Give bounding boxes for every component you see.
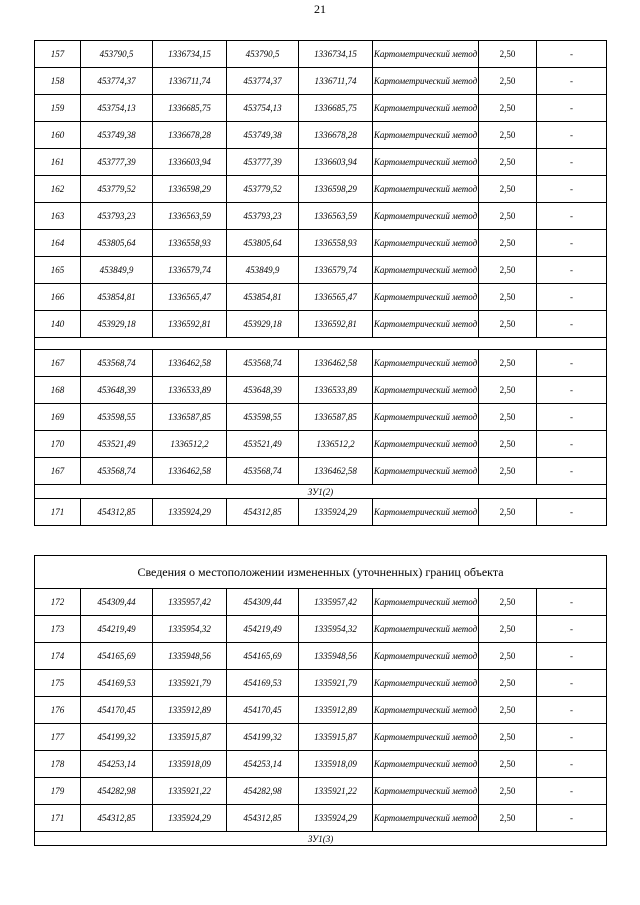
y-new: 1335954,32: [299, 616, 373, 643]
x-old: 454199,32: [81, 724, 153, 751]
accuracy: 2,50: [479, 643, 537, 670]
y-new: 1336587,85: [299, 404, 373, 431]
x-new: 453521,49: [227, 431, 299, 458]
y-new: 1336462,58: [299, 458, 373, 485]
y-old: 1335915,87: [153, 724, 227, 751]
y-new: 1336678,28: [299, 122, 373, 149]
table-row: [35, 350, 607, 377]
description: -: [537, 41, 607, 68]
x-old: 453790,5: [81, 41, 153, 68]
x-new: 453777,39: [227, 149, 299, 176]
y-old: 1336563,59: [153, 203, 227, 230]
description: -: [537, 68, 607, 95]
method: Картометрический метод: [373, 68, 479, 95]
method: Картометрический метод: [373, 751, 479, 778]
method: Картометрический метод: [373, 404, 479, 431]
x-new: 454169,53: [227, 670, 299, 697]
y-new: 1335915,87: [299, 724, 373, 751]
method: Картометрический метод: [373, 616, 479, 643]
table2-rows: [35, 589, 607, 832]
y-old: 1336711,74: [153, 68, 227, 95]
accuracy: 2,50: [479, 404, 537, 431]
point-number: 175: [35, 670, 81, 697]
y-old: 1336734,15: [153, 41, 227, 68]
table-row: [35, 284, 607, 311]
y-new: 1336598,29: [299, 176, 373, 203]
method: Картометрический метод: [373, 724, 479, 751]
accuracy: 2,50: [479, 311, 537, 338]
description: -: [537, 697, 607, 724]
description: -: [537, 176, 607, 203]
point-number: 158: [35, 68, 81, 95]
table1-separator: [35, 338, 607, 350]
x-new: 453598,55: [227, 404, 299, 431]
x-new: 453849,9: [227, 257, 299, 284]
y-old: 1336462,58: [153, 458, 227, 485]
x-new: 454282,98: [227, 778, 299, 805]
page-number: 21: [314, 2, 326, 16]
x-new: 453805,64: [227, 230, 299, 257]
point-number: 172: [35, 589, 81, 616]
x-old: 454309,44: [81, 589, 153, 616]
x-new: 454309,44: [227, 589, 299, 616]
table-row: [35, 230, 607, 257]
x-new: 454253,14: [227, 751, 299, 778]
table1-group3: [35, 499, 607, 526]
table-row: [35, 176, 607, 203]
table1-group2: [35, 350, 607, 485]
y-new: 1336603,94: [299, 149, 373, 176]
method: Картометрический метод: [373, 203, 479, 230]
description: -: [537, 404, 607, 431]
method: Картометрический метод: [373, 350, 479, 377]
accuracy: 2,50: [479, 203, 537, 230]
x-old: 454312,85: [81, 805, 153, 832]
method: Картометрический метод: [373, 122, 479, 149]
accuracy: 2,50: [479, 697, 537, 724]
point-number: 173: [35, 616, 81, 643]
section-label: ЗУ1(2): [35, 485, 607, 499]
table-row: [35, 458, 607, 485]
point-number: 162: [35, 176, 81, 203]
table1-group1: [35, 41, 607, 338]
description: -: [537, 350, 607, 377]
y-new: 1336565,47: [299, 284, 373, 311]
description: -: [537, 149, 607, 176]
table-row: [35, 311, 607, 338]
x-new: 454170,45: [227, 697, 299, 724]
point-number: 164: [35, 230, 81, 257]
y-old: 1336533,89: [153, 377, 227, 404]
accuracy: 2,50: [479, 95, 537, 122]
table-row: [35, 149, 607, 176]
table-row: [35, 499, 607, 526]
table1-section: [35, 485, 607, 499]
point-number: 168: [35, 377, 81, 404]
y-new: 1335921,79: [299, 670, 373, 697]
method: Картометрический метод: [373, 805, 479, 832]
y-new: 1336734,15: [299, 41, 373, 68]
description: -: [537, 670, 607, 697]
table-row: [35, 724, 607, 751]
x-old: 453598,55: [81, 404, 153, 431]
description: -: [537, 284, 607, 311]
point-number: 159: [35, 95, 81, 122]
accuracy: 2,50: [479, 230, 537, 257]
table-row: [35, 431, 607, 458]
y-new: 1336592,81: [299, 311, 373, 338]
x-old: 453854,81: [81, 284, 153, 311]
section-label: ЗУ1(3): [35, 832, 607, 846]
table-row: [35, 377, 607, 404]
accuracy: 2,50: [479, 176, 537, 203]
description: -: [537, 724, 607, 751]
description: -: [537, 805, 607, 832]
method: Картометрический метод: [373, 377, 479, 404]
table-row: [35, 589, 607, 616]
description: -: [537, 122, 607, 149]
y-new: 1336512,2: [299, 431, 373, 458]
x-old: 454165,69: [81, 643, 153, 670]
description: -: [537, 589, 607, 616]
table2-title: Сведения о местоположении измененных (уточненных) границ объекта: [35, 556, 607, 589]
y-new: 1336579,74: [299, 257, 373, 284]
y-new: 1336533,89: [299, 377, 373, 404]
method: Картометрический метод: [373, 149, 479, 176]
x-old: 453779,52: [81, 176, 153, 203]
y-old: 1336512,2: [153, 431, 227, 458]
method: Картометрический метод: [373, 41, 479, 68]
x-old: 453568,74: [81, 458, 153, 485]
y-old: 1335957,42: [153, 589, 227, 616]
accuracy: 2,50: [479, 41, 537, 68]
method: Картометрический метод: [373, 257, 479, 284]
coordinates-table-1: [34, 40, 607, 526]
y-new: 1336558,93: [299, 230, 373, 257]
accuracy: 2,50: [479, 670, 537, 697]
x-new: 454165,69: [227, 643, 299, 670]
method: Картометрический метод: [373, 284, 479, 311]
y-old: 1335924,29: [153, 499, 227, 526]
y-new: 1336685,75: [299, 95, 373, 122]
y-old: 1336592,81: [153, 311, 227, 338]
table-row: [35, 41, 607, 68]
x-old: 453749,38: [81, 122, 153, 149]
description: -: [537, 377, 607, 404]
accuracy: 2,50: [479, 257, 537, 284]
y-old: 1336462,58: [153, 350, 227, 377]
description: -: [537, 778, 607, 805]
point-number: 171: [35, 499, 81, 526]
x-old: 454253,14: [81, 751, 153, 778]
table-row: [35, 95, 607, 122]
accuracy: 2,50: [479, 431, 537, 458]
x-old: 453849,9: [81, 257, 153, 284]
x-old: 453568,74: [81, 350, 153, 377]
point-number: 166: [35, 284, 81, 311]
accuracy: 2,50: [479, 805, 537, 832]
y-new: 1336711,74: [299, 68, 373, 95]
x-old: 454169,53: [81, 670, 153, 697]
y-old: 1335954,32: [153, 616, 227, 643]
method: Картометрический метод: [373, 431, 479, 458]
y-old: 1335918,09: [153, 751, 227, 778]
x-new: 453648,39: [227, 377, 299, 404]
table-row: [35, 805, 607, 832]
y-old: 1335921,22: [153, 778, 227, 805]
y-new: 1336462,58: [299, 350, 373, 377]
point-number: 140: [35, 311, 81, 338]
description: -: [537, 311, 607, 338]
y-old: 1336579,74: [153, 257, 227, 284]
point-number: 176: [35, 697, 81, 724]
description: -: [537, 203, 607, 230]
y-new: 1335924,29: [299, 805, 373, 832]
point-number: 165: [35, 257, 81, 284]
point-number: 171: [35, 805, 81, 832]
y-old: 1336598,29: [153, 176, 227, 203]
accuracy: 2,50: [479, 350, 537, 377]
method: Картометрический метод: [373, 311, 479, 338]
description: -: [537, 643, 607, 670]
y-new: 1335957,42: [299, 589, 373, 616]
accuracy: 2,50: [479, 616, 537, 643]
method: Картометрический метод: [373, 778, 479, 805]
table-row: [35, 778, 607, 805]
accuracy: 2,50: [479, 499, 537, 526]
point-number: 179: [35, 778, 81, 805]
table-row: [35, 643, 607, 670]
accuracy: 2,50: [479, 122, 537, 149]
x-new: 453568,74: [227, 350, 299, 377]
method: Картометрический метод: [373, 95, 479, 122]
point-number: 157: [35, 41, 81, 68]
accuracy: 2,50: [479, 377, 537, 404]
x-new: 453854,81: [227, 284, 299, 311]
x-new: 453793,23: [227, 203, 299, 230]
x-new: 454219,49: [227, 616, 299, 643]
table-row: [35, 404, 607, 431]
point-number: 167: [35, 350, 81, 377]
table-row: [35, 122, 607, 149]
x-old: 453805,64: [81, 230, 153, 257]
point-number: 170: [35, 431, 81, 458]
method: Картометрический метод: [373, 697, 479, 724]
method: Картометрический метод: [373, 176, 479, 203]
x-old: 453774,37: [81, 68, 153, 95]
accuracy: 2,50: [479, 458, 537, 485]
x-old: 453793,23: [81, 203, 153, 230]
y-new: 1335912,89: [299, 697, 373, 724]
x-new: 453754,13: [227, 95, 299, 122]
x-new: 453749,38: [227, 122, 299, 149]
table-row: [35, 257, 607, 284]
x-old: 453929,18: [81, 311, 153, 338]
point-number: 178: [35, 751, 81, 778]
method: Картометрический метод: [373, 458, 479, 485]
point-number: 167: [35, 458, 81, 485]
method: Картометрический метод: [373, 670, 479, 697]
accuracy: 2,50: [479, 724, 537, 751]
table-row: [35, 697, 607, 724]
y-old: 1336603,94: [153, 149, 227, 176]
x-old: 454282,98: [81, 778, 153, 805]
description: -: [537, 257, 607, 284]
table-row: [35, 68, 607, 95]
table-row: [35, 616, 607, 643]
description: -: [537, 95, 607, 122]
y-old: 1336678,28: [153, 122, 227, 149]
point-number: 163: [35, 203, 81, 230]
table-row: [35, 670, 607, 697]
x-new: 453929,18: [227, 311, 299, 338]
accuracy: 2,50: [479, 751, 537, 778]
x-new: 454312,85: [227, 499, 299, 526]
x-new: 453790,5: [227, 41, 299, 68]
y-old: 1335948,56: [153, 643, 227, 670]
y-old: 1336558,93: [153, 230, 227, 257]
description: -: [537, 458, 607, 485]
point-number: 174: [35, 643, 81, 670]
y-new: 1336563,59: [299, 203, 373, 230]
y-new: 1335948,56: [299, 643, 373, 670]
y-old: 1335924,29: [153, 805, 227, 832]
accuracy: 2,50: [479, 589, 537, 616]
y-old: 1336685,75: [153, 95, 227, 122]
description: -: [537, 751, 607, 778]
y-new: 1335921,22: [299, 778, 373, 805]
x-new: 453568,74: [227, 458, 299, 485]
x-old: 453754,13: [81, 95, 153, 122]
point-number: 160: [35, 122, 81, 149]
point-number: 169: [35, 404, 81, 431]
y-new: 1335924,29: [299, 499, 373, 526]
method: Картометрический метод: [373, 643, 479, 670]
x-old: 453777,39: [81, 149, 153, 176]
coordinates-table-2: [34, 555, 607, 846]
method: Картометрический метод: [373, 230, 479, 257]
x-new: 453774,37: [227, 68, 299, 95]
method: Картометрический метод: [373, 589, 479, 616]
x-new: 454312,85: [227, 805, 299, 832]
x-new: 453779,52: [227, 176, 299, 203]
accuracy: 2,50: [479, 68, 537, 95]
description: -: [537, 499, 607, 526]
y-new: 1335918,09: [299, 751, 373, 778]
table-row: [35, 203, 607, 230]
table-row: [35, 751, 607, 778]
x-old: 453648,39: [81, 377, 153, 404]
x-new: 454199,32: [227, 724, 299, 751]
y-old: 1335921,79: [153, 670, 227, 697]
accuracy: 2,50: [479, 149, 537, 176]
x-old: 454219,49: [81, 616, 153, 643]
point-number: 177: [35, 724, 81, 751]
x-old: 454170,45: [81, 697, 153, 724]
accuracy: 2,50: [479, 778, 537, 805]
description: -: [537, 431, 607, 458]
method: Картометрический метод: [373, 499, 479, 526]
y-old: 1336587,85: [153, 404, 227, 431]
x-old: 453521,49: [81, 431, 153, 458]
description: -: [537, 616, 607, 643]
accuracy: 2,50: [479, 284, 537, 311]
point-number: 161: [35, 149, 81, 176]
x-old: 454312,85: [81, 499, 153, 526]
y-old: 1336565,47: [153, 284, 227, 311]
description: -: [537, 230, 607, 257]
y-old: 1335912,89: [153, 697, 227, 724]
